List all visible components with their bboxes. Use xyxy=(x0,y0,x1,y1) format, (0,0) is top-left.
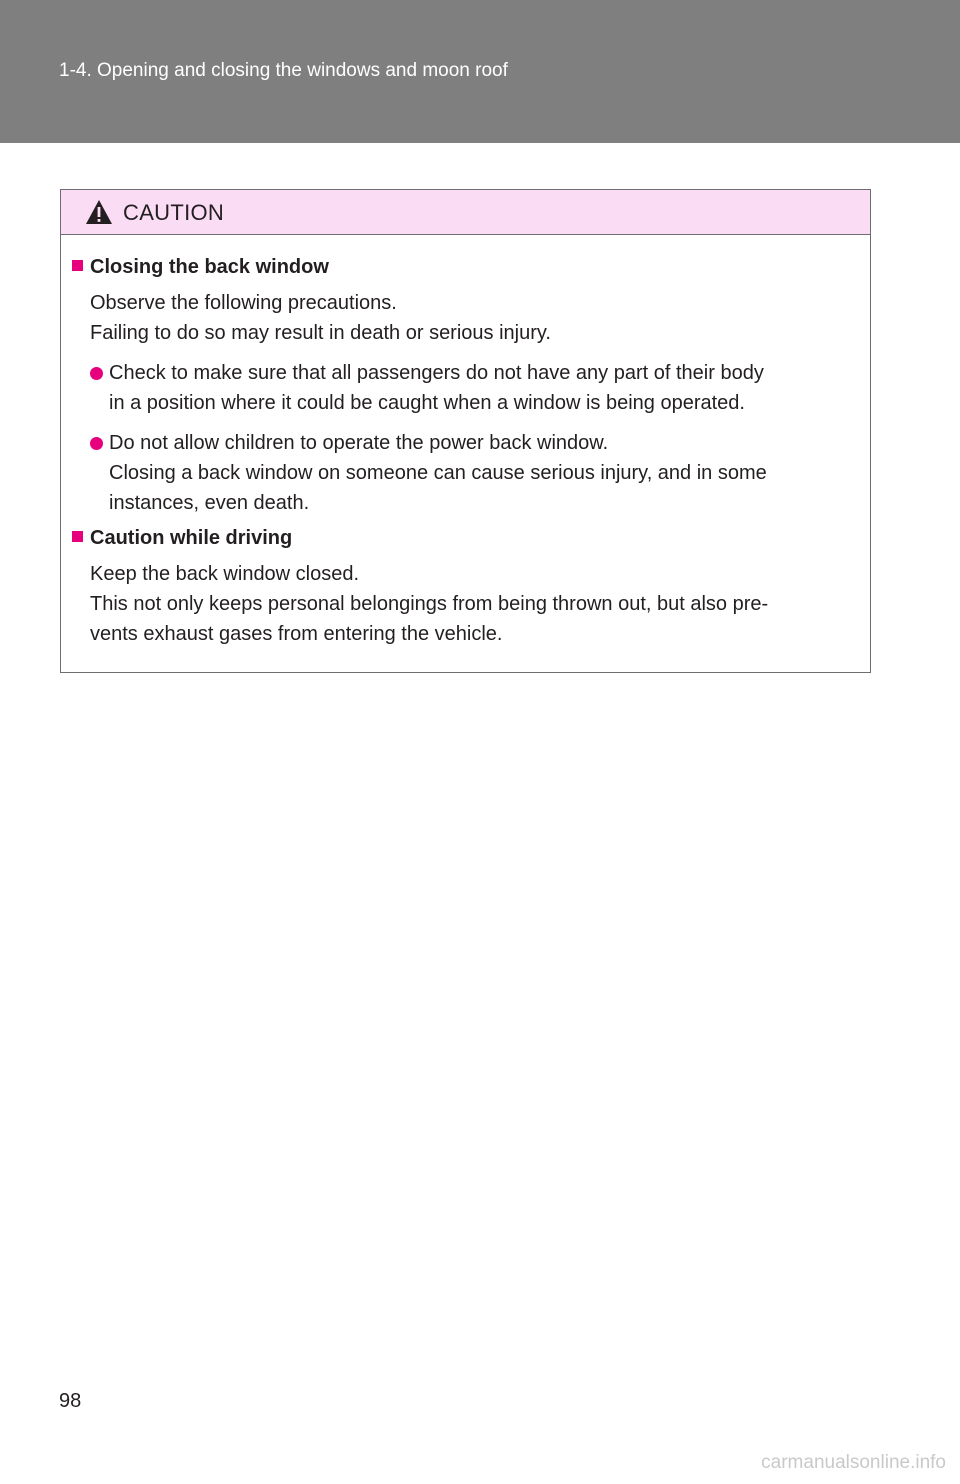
caution-box xyxy=(60,189,871,673)
section-heading-closing-back-window xyxy=(72,256,329,279)
driving-paragraph xyxy=(90,559,870,649)
heading-text: Closing the back window xyxy=(90,256,329,278)
paragraph-line: vents exhaust gases from entering the vehicle. xyxy=(90,623,503,645)
section-heading-caution-while-driving xyxy=(72,527,292,550)
bullet-item xyxy=(90,428,870,518)
bullet-line: Do not allow children to operate the power back window. xyxy=(109,432,609,454)
section-title: 1-4. Opening and closing the windows and moon roof xyxy=(59,60,508,81)
bullet-line: Closing a back window on someone can cause serious injury, and in some xyxy=(109,462,767,484)
warning-triangle-icon xyxy=(85,199,113,225)
intro-line: Failing to do so may result in death or serious injury. xyxy=(90,322,551,344)
heading-text: Caution while driving xyxy=(90,527,293,549)
bullet-line: instances, even death. xyxy=(109,492,310,514)
page-number: 98 xyxy=(59,1390,82,1412)
paragraph-line: Keep the back window closed. xyxy=(90,563,360,585)
header-band xyxy=(0,0,960,143)
intro-paragraph xyxy=(90,288,870,348)
circle-bullet-icon xyxy=(90,437,103,450)
bullet-item xyxy=(90,358,870,418)
square-bullet-icon xyxy=(72,531,83,542)
bullet-line: Check to make sure that all passengers do not have any part of their body xyxy=(109,362,764,384)
caution-label: CAUTION xyxy=(123,200,225,225)
circle-bullet-icon xyxy=(90,367,103,380)
bullet-line: in a position where it could be caught when a window is being operated. xyxy=(109,392,745,414)
watermark: carmanualsonline.info xyxy=(761,1452,946,1473)
paragraph-line: This not only keeps personal belongings from being thrown out, but also pre- xyxy=(90,593,769,615)
caution-header xyxy=(61,190,870,235)
bullet-text xyxy=(109,428,870,518)
intro-line: Observe the following precautions. xyxy=(90,292,397,314)
bullet-text xyxy=(109,358,870,418)
square-bullet-icon xyxy=(72,260,83,271)
